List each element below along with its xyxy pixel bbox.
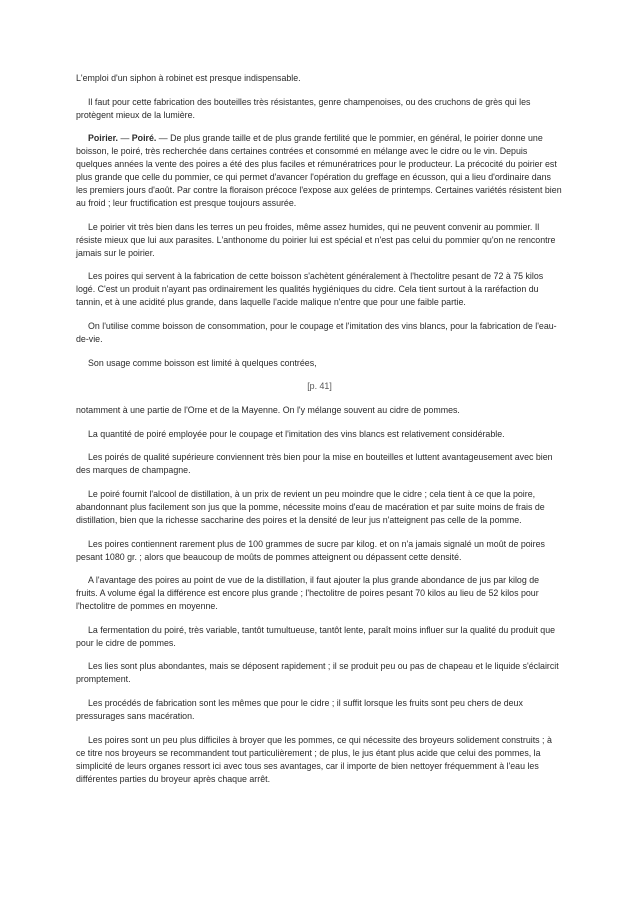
paragraph: Le poiré fournit l'alcool de distillation, à un prix de revient un peu moindre que le cidre ; cela tient à ce que la poire, abandonnant plus facilement son jus que la pomme, nécessite moins d'eau de macération et par suite moins de frais de distillation, bien que la richesse saccharine des poires et la densité de leur jus n'atteignent pas celle de la pomme. — [76, 488, 545, 525]
heading-poire: Poiré. — [131, 133, 157, 144]
paragraph: Les poires contiennent rarement plus de 100 grammes de sucre par kilog. et on n'a jamais signalé un moût de poires pesant 1080 gr. ; alors que beaucoup de moûts de pommes atteignent ou dépassent cette densité. — [76, 538, 545, 562]
paragraph: La fermentation du poiré, très variable, tantôt tumultueuse, tantôt lente, paraît moins influer sur la qualité du produit que pour le cidre de pommes. — [76, 624, 556, 648]
paragraph: notamment à une partie de l'Orne et de la Mayenne. On l'y mélange souvent au cidre de pommes. — [76, 405, 460, 416]
paragraph: Il faut pour cette fabrication des bouteilles très résistantes, genre champenoises, ou des cruchons de grès qui les protègent mieux de la lumière. — [76, 96, 531, 120]
paragraph-poirier — [76, 132, 563, 210]
paragraph: Les poires qui servent à la fabrication de cette boisson s'achètent généralement à l'hectolitre pesant de 72 à 75 kilos logé. C'est un produit n'ayant pas ordinairement les qualités hygiéniques du cidre. Cela tient surtout à la raréfaction du tannin, et à une acidité plus grande, dans laquelle l'acide malique n'entre que pour une faible partie. — [76, 271, 544, 308]
paragraph: A l'avantage des poires au point de vue de la distillation, il faut ajouter la plus grande abondance de jus par kilog de fruits. A volume égal la différence est encore plus grande ; l'hectolitre de poires pesant 70 kilos au lieu de 52 kilos pour l'hectolitre de pommes en moyenne. — [76, 575, 540, 612]
document-page — [76, 72, 563, 796]
heading-poirier: Poirier. — [88, 133, 118, 144]
paragraph: L'emploi d'un siphon à robinet est presque indispensable. — [76, 73, 301, 83]
page-number: [p. 41] — [307, 381, 332, 392]
paragraph: La quantité de poiré employée pour le coupage et l'imitation des vins blancs est relativement considérable. — [88, 428, 505, 439]
paragraph-text: — De plus grande taille et de plus grande fertilité que le pommier, en général, le poirier donne une boisson, le poiré, très recherchée dans certaines contrées et consommé en mélange avec le cidre ou le vin. Depuis quelques années la vente des poires a été des plus faciles et rémunératrices pour le producteur. La précocité du poirier est plus grande que celle du pommier, ce qui permet d'avancer l'opération du greffage en écusson, qui a lieu d'ordinaire dans les premiers jours d'août. Par contre la floraison précoce l'expose aux gelées de printemps. Certaines variétés résistent bien au froid ; leur fructification est presque toujours assurée. — [76, 133, 562, 209]
paragraph: Les poires sont un peu plus difficiles à broyer que les pommes, ce qui nécessite des broyeurs solidement construits ; à ce titre nos broyeurs se recommandent tout particulièrement ; de plus, le jus étant plus acide que celui des pommes, la simplicité de leurs organes ressort ici avec tous ses avantages, car il importe de bien nettoyer fréquemment à l'eau les différentes parties du broyeur après chaque arrêt. — [76, 734, 552, 784]
heading-separator: — — [118, 133, 132, 144]
paragraph: Le poirier vit très bien dans les terres un peu froides, même assez humides, qui ne peuvent convenir au pommier. Il résiste mieux que lui aux parasites. L'anthonome du poirier lui est spécial et n'est pas celui du pommier qu'on ne rencontre jamais sur le poirier. — [76, 221, 556, 258]
paragraph: Les poirés de qualité supérieure conviennent très bien pour la mise en bouteilles et luttent avantageusement avec bien des marques de champagne. — [76, 452, 553, 476]
paragraph: Les lies sont plus abondantes, mais se déposent rapidement ; il se produit peu ou pas de chapeau et le liquide s'éclaircit promptement. — [76, 661, 559, 685]
paragraph: Les procédés de fabrication sont les mêmes que pour le cidre ; il suffit lorsque les fruits sont peu chers de deux pressurages sans macération. — [76, 697, 523, 721]
paragraph: On l'utilise comme boisson de consommation, pour le coupage et l'imitation des vins blancs, pour la fabrication de l'eau-de-vie. — [76, 320, 557, 344]
paragraph: Son usage comme boisson est limité à quelques contrées, — [88, 357, 317, 368]
